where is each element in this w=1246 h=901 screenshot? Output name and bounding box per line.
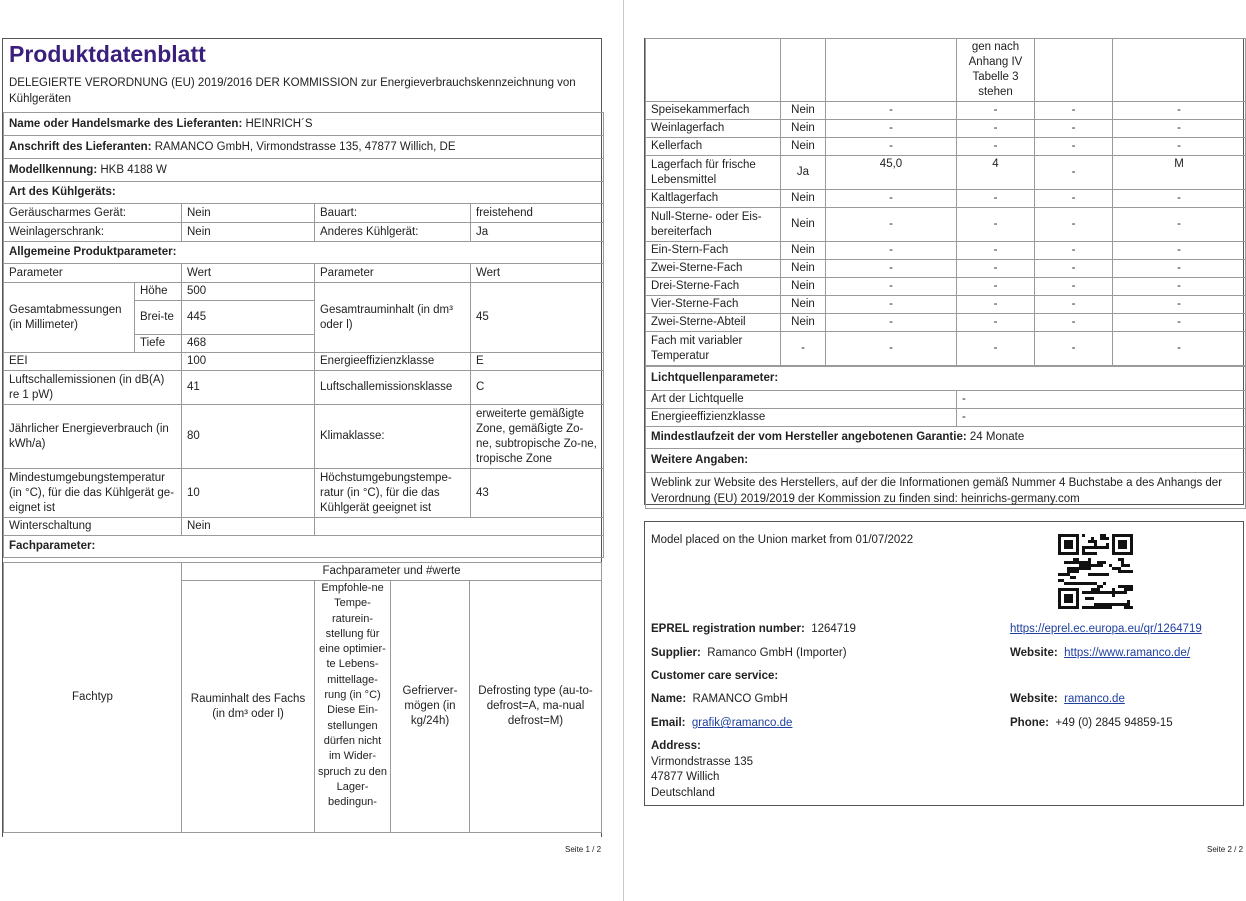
compartment-row xyxy=(646,332,1246,366)
warranty-value: 24 Monate xyxy=(969,431,1025,443)
empty-cell xyxy=(781,39,826,102)
dim-t-value: 468 xyxy=(182,335,315,353)
compartment-row xyxy=(646,138,1246,156)
datasheet-frame-2 xyxy=(644,38,1244,505)
compartment-volume: - xyxy=(826,296,957,314)
address-value: RAMANCO GmbH, Virmondstrasse 135, 47877 Willich, DE xyxy=(154,140,456,153)
email-link[interactable]: grafik@ramanco.de xyxy=(691,717,793,729)
compartment-present: - xyxy=(781,332,826,366)
compartment-row xyxy=(646,156,1246,190)
phone-label: Phone: xyxy=(1010,717,1049,729)
eprel-box xyxy=(644,521,1244,806)
compartment-present: Nein xyxy=(781,260,826,278)
eprel-link[interactable] xyxy=(1010,622,1202,637)
eprel-label: EPREL registration number: xyxy=(651,623,805,635)
light-type-label: Art der Lichtquelle xyxy=(646,391,957,409)
weblink-text: Weblink zur Website des Herstellers, auf der die Informationen gemäß Nummer 4 Buchstabe a des Anhangs der Verordnung (EU) 2019/2019 der Kommission zu finden sind: heinrichs-germany.com xyxy=(646,473,1246,509)
name-value: RAMANCO GmbH xyxy=(692,693,788,705)
compartment-heading: Fachparameter: xyxy=(4,536,604,558)
compartment-volume: - xyxy=(826,102,957,120)
warranty-row xyxy=(646,427,1246,449)
col-value: Wert xyxy=(471,264,604,283)
address-row xyxy=(4,136,604,159)
care-label: Customer care service: xyxy=(651,670,779,682)
compartment-defrost: - xyxy=(1113,242,1246,260)
compartment-name: Null-Sterne- oder Eis-bereiterfach xyxy=(646,208,781,242)
care-heading xyxy=(651,669,778,684)
website-link[interactable]: https://www.ramanco.de/ xyxy=(1064,647,1191,659)
compartment-freeze: - xyxy=(1035,208,1113,242)
compartment-volume: - xyxy=(826,190,957,208)
compartment-present: Nein xyxy=(781,314,826,332)
eclass-label: Energieeffizienzklasse xyxy=(315,353,471,371)
compartment-defrost: - xyxy=(1113,296,1246,314)
compartment-table xyxy=(645,38,1246,366)
address-line-3: Deutschland xyxy=(651,787,715,799)
dim-b-label: Brei-te xyxy=(135,301,182,335)
supplier-row xyxy=(651,646,847,661)
compartment-header-table xyxy=(3,562,602,833)
page-number: Seite 1 / 2 xyxy=(565,845,602,854)
compartment-freeze: - xyxy=(1035,138,1113,156)
compartment-row xyxy=(646,314,1246,332)
compartment-present: Ja xyxy=(781,156,826,190)
compartment-volume: - xyxy=(826,260,957,278)
supplier-row xyxy=(4,113,604,136)
market-text: Model placed on the Union market from 01/07/2022 xyxy=(651,534,914,546)
energy-label: Jährlicher Energieverbrauch (in kWh/a) xyxy=(4,405,182,469)
supplier-label: Supplier: xyxy=(651,647,701,659)
compartment-present: Nein xyxy=(781,242,826,260)
compartment-temp: - xyxy=(957,314,1035,332)
compartment-freeze: - xyxy=(1035,102,1113,120)
col-param: Parameter xyxy=(315,264,471,283)
empty-cell xyxy=(646,39,781,102)
compartment-freeze: - xyxy=(1035,190,1113,208)
light-table xyxy=(645,366,1246,509)
compartment-freeze: - xyxy=(1035,278,1113,296)
type-label: Anderes Kühlgerät: xyxy=(315,223,471,242)
compartment-row xyxy=(646,278,1246,296)
compartment-temp: - xyxy=(957,120,1035,138)
compartment-defrost: - xyxy=(1113,208,1246,242)
address-heading xyxy=(651,739,701,754)
compartment-row xyxy=(646,120,1246,138)
compartment-volume: - xyxy=(826,332,957,366)
compartment-volume: - xyxy=(826,138,957,156)
empf-header-cont: gen nach Anhang IV Tabelle 3 stehen xyxy=(957,39,1035,102)
compartment-name: Kaltlagerfach xyxy=(646,190,781,208)
light-type-value: - xyxy=(957,391,1246,409)
supplier-value: HEINRICH´S xyxy=(245,117,313,130)
empf-header: Empfohle-ne Tempe-raturein-stellung für eine optimier-te Lebens-mittellage-rung (in °C) Diese Ein-stellungen dürfen nicht im Wider-spruch zu den Lager-bedingun- xyxy=(315,581,391,833)
empty-cell xyxy=(1035,39,1113,102)
compartment-freeze: - xyxy=(1035,156,1113,190)
compartment-present: Nein xyxy=(781,120,826,138)
address-label: Anschrift des Lieferanten: xyxy=(9,140,152,153)
supplier-label: Name oder Handelsmarke des Lieferanten: xyxy=(9,117,243,130)
further-heading: Weitere Angaben: xyxy=(646,449,1246,473)
climate-value: erweiterte gemäßigte Zone, gemäßigte Zo-ne, subtropische Zo-ne, tropische Zone xyxy=(471,405,604,469)
light-heading: Lichtquellenparameter: xyxy=(646,367,1246,391)
website2-link[interactable]: ramanco.de xyxy=(1064,693,1125,705)
datasheet-frame xyxy=(2,38,602,837)
compartment-name: Ein-Stern-Fach xyxy=(646,242,781,260)
warranty-label: Mindestlaufzeit der vom Hersteller angebotenen Garantie: xyxy=(651,431,967,443)
compartment-freeze: - xyxy=(1035,120,1113,138)
compartment-rows xyxy=(646,102,1246,366)
compartment-temp: - xyxy=(957,296,1035,314)
compartment-defrost: M xyxy=(1113,156,1246,190)
compartment-name: Speisekammerfach xyxy=(646,102,781,120)
compartment-present: Nein xyxy=(781,190,826,208)
website-row xyxy=(1010,646,1190,661)
compartment-present: Nein xyxy=(781,138,826,156)
compartment-row xyxy=(646,208,1246,242)
compartment-freeze: - xyxy=(1035,260,1113,278)
type-value: Nein xyxy=(182,204,315,223)
type-value: freistehend xyxy=(471,204,604,223)
compartment-volume: - xyxy=(826,314,957,332)
compartment-volume: - xyxy=(826,120,957,138)
compartment-defrost: - xyxy=(1113,120,1246,138)
email-row xyxy=(651,716,792,731)
empty-cell xyxy=(315,518,604,536)
datasheet-table xyxy=(3,112,604,558)
compartment-volume: - xyxy=(826,242,957,260)
compartment-defrost: - xyxy=(1113,138,1246,156)
volume-value: 45 xyxy=(471,283,604,353)
compartment-present: Nein xyxy=(781,208,826,242)
empty-cell xyxy=(826,39,957,102)
compartment-temp: - xyxy=(957,138,1035,156)
compartment-name: Zwei-Sterne-Fach xyxy=(646,260,781,278)
rauminhalt-header: Rauminhalt des Fachs (in dm³ oder l) xyxy=(182,581,315,833)
page-number: Seite 2 / 2 xyxy=(1207,845,1244,854)
gefrier-header: Gefrierver-mögen (in kg/24h) xyxy=(391,581,470,833)
regulation-text: DELEGIERTE VERORDNUNG (EU) 2019/2016 DER KOMMISSION zur Energieverbrauchskennzeichnung von Kühlgeräten xyxy=(9,77,576,105)
compartment-name: Zwei-Sterne-Abteil xyxy=(646,314,781,332)
name-row xyxy=(651,692,788,707)
dim-b-value: 445 xyxy=(182,301,315,335)
name-label: Name: xyxy=(651,693,687,705)
compartment-freeze: - xyxy=(1035,314,1113,332)
compartment-volume: - xyxy=(826,278,957,296)
compartment-defrost: - xyxy=(1113,278,1246,296)
compartment-freeze: - xyxy=(1035,242,1113,260)
noise-label: Luftschallemissionen (in dB(A) re 1 pW) xyxy=(4,371,182,405)
website2-label: Website: xyxy=(1010,693,1058,705)
dims-label: Gesamtabmessungen (in Millimeter) xyxy=(4,283,135,353)
compartment-name: Drei-Sterne-Fach xyxy=(646,278,781,296)
eei-value: 100 xyxy=(182,353,315,371)
type-value: Nein xyxy=(182,223,315,242)
noiseclass-label: Luftschallemissionsklasse xyxy=(315,371,471,405)
compartment-name: Vier-Sterne-Fach xyxy=(646,296,781,314)
compartment-temp: - xyxy=(957,190,1035,208)
compartment-name: Fach mit variabler Temperatur xyxy=(646,332,781,366)
compartment-freeze: - xyxy=(1035,332,1113,366)
compartment-row xyxy=(646,242,1246,260)
eclass-value: E xyxy=(471,353,604,371)
type-label: Weinlagerschrank: xyxy=(4,223,182,242)
compartment-temp: - xyxy=(957,332,1035,366)
winter-label: Winterschaltung xyxy=(4,518,182,536)
compartment-row xyxy=(646,296,1246,314)
compartment-present: Nein xyxy=(781,296,826,314)
eprel-row xyxy=(651,622,856,637)
compartment-temp: - xyxy=(957,278,1035,296)
compartment-volume: 45,0 xyxy=(826,156,957,190)
model-label: Modellkennung: xyxy=(9,163,98,176)
defrost-header: Defrosting type (au-to-defrost=A, ma-nual defrost=M) xyxy=(470,581,602,833)
compartment-defrost: - xyxy=(1113,332,1246,366)
empty-cell xyxy=(1113,39,1246,102)
type-label: Bauart: xyxy=(315,204,471,223)
qr-code-icon[interactable] xyxy=(1058,534,1133,609)
dim-t-label: Tiefe xyxy=(135,335,182,353)
winter-value: Nein xyxy=(182,518,315,536)
compartment-defrost: - xyxy=(1113,314,1246,332)
page-divider xyxy=(623,0,624,901)
compartment-defrost: - xyxy=(1113,102,1246,120)
fachtyp-header: Fachtyp xyxy=(4,563,182,833)
compartment-name: Weinlagerfach xyxy=(646,120,781,138)
eprel-link-text[interactable]: https://eprel.ec.europa.eu/qr/1264719 xyxy=(1010,623,1202,635)
noiseclass-value: C xyxy=(471,371,604,405)
address-line-2: 47877 Willich xyxy=(651,771,720,783)
climate-label: Klimaklasse: xyxy=(315,405,471,469)
eprel-value: 1264719 xyxy=(811,623,856,635)
fach-header: Fachparameter und #werte xyxy=(182,563,602,581)
website2-row xyxy=(1010,692,1125,707)
dim-h-value: 500 xyxy=(182,283,315,301)
mintemp-value: 10 xyxy=(182,469,315,518)
noise-value: 41 xyxy=(182,371,315,405)
eei-label: EEI xyxy=(4,353,182,371)
maxtemp-value: 43 xyxy=(471,469,604,518)
compartment-freeze: - xyxy=(1035,296,1113,314)
compartment-temp: - xyxy=(957,208,1035,242)
model-row xyxy=(4,159,604,182)
light-class-value: - xyxy=(957,409,1246,427)
dim-h-label: Höhe xyxy=(135,283,182,301)
compartment-volume: - xyxy=(826,208,957,242)
email-label: Email: xyxy=(651,717,686,729)
supplier-value: Ramanco GmbH (Importer) xyxy=(707,647,847,659)
phone-row xyxy=(1010,716,1173,731)
compartment-present: Nein xyxy=(781,102,826,120)
compartment-name: Kellerfach xyxy=(646,138,781,156)
compartment-defrost: - xyxy=(1113,260,1246,278)
page-title: Produktdatenblatt xyxy=(9,41,206,67)
compartment-temp: 4 xyxy=(957,156,1035,190)
compartment-name: Lagerfach für frische Lebensmittel xyxy=(646,156,781,190)
energy-value: 80 xyxy=(182,405,315,469)
address-label: Address: xyxy=(651,740,701,752)
compartment-row xyxy=(646,260,1246,278)
type-value: Ja xyxy=(471,223,604,242)
mintemp-label: Mindestumgebungstemperatur (in °C), für die das Kühlgerät ge-eignet ist xyxy=(4,469,182,518)
light-class-label: Energieeffizienzklasse xyxy=(646,409,957,427)
general-heading: Allgemeine Produktparameter: xyxy=(4,242,604,264)
col-param: Parameter xyxy=(4,264,182,283)
compartment-defrost: - xyxy=(1113,190,1246,208)
compartment-row xyxy=(646,190,1246,208)
compartment-temp: - xyxy=(957,242,1035,260)
type-heading: Art des Kühlgeräts: xyxy=(4,182,604,204)
compartment-row xyxy=(646,102,1246,120)
compartment-temp: - xyxy=(957,102,1035,120)
type-label: Geräuscharmes Gerät: xyxy=(4,204,182,223)
compartment-present: Nein xyxy=(781,278,826,296)
phone-value: +49 (0) 2845 94859-15 xyxy=(1055,717,1173,729)
maxtemp-label: Höchstumgebungstempe-ratur (in °C), für die das Kühlgerät geeignet ist xyxy=(315,469,471,518)
col-value: Wert xyxy=(182,264,315,283)
volume-label: Gesamtrauminhalt (in dm³ oder l) xyxy=(315,283,471,353)
model-value: HKB 4188 W xyxy=(100,163,167,176)
compartment-temp: - xyxy=(957,260,1035,278)
website-label: Website: xyxy=(1010,647,1058,659)
address-line-1: Virmondstrasse 135 xyxy=(651,756,754,768)
